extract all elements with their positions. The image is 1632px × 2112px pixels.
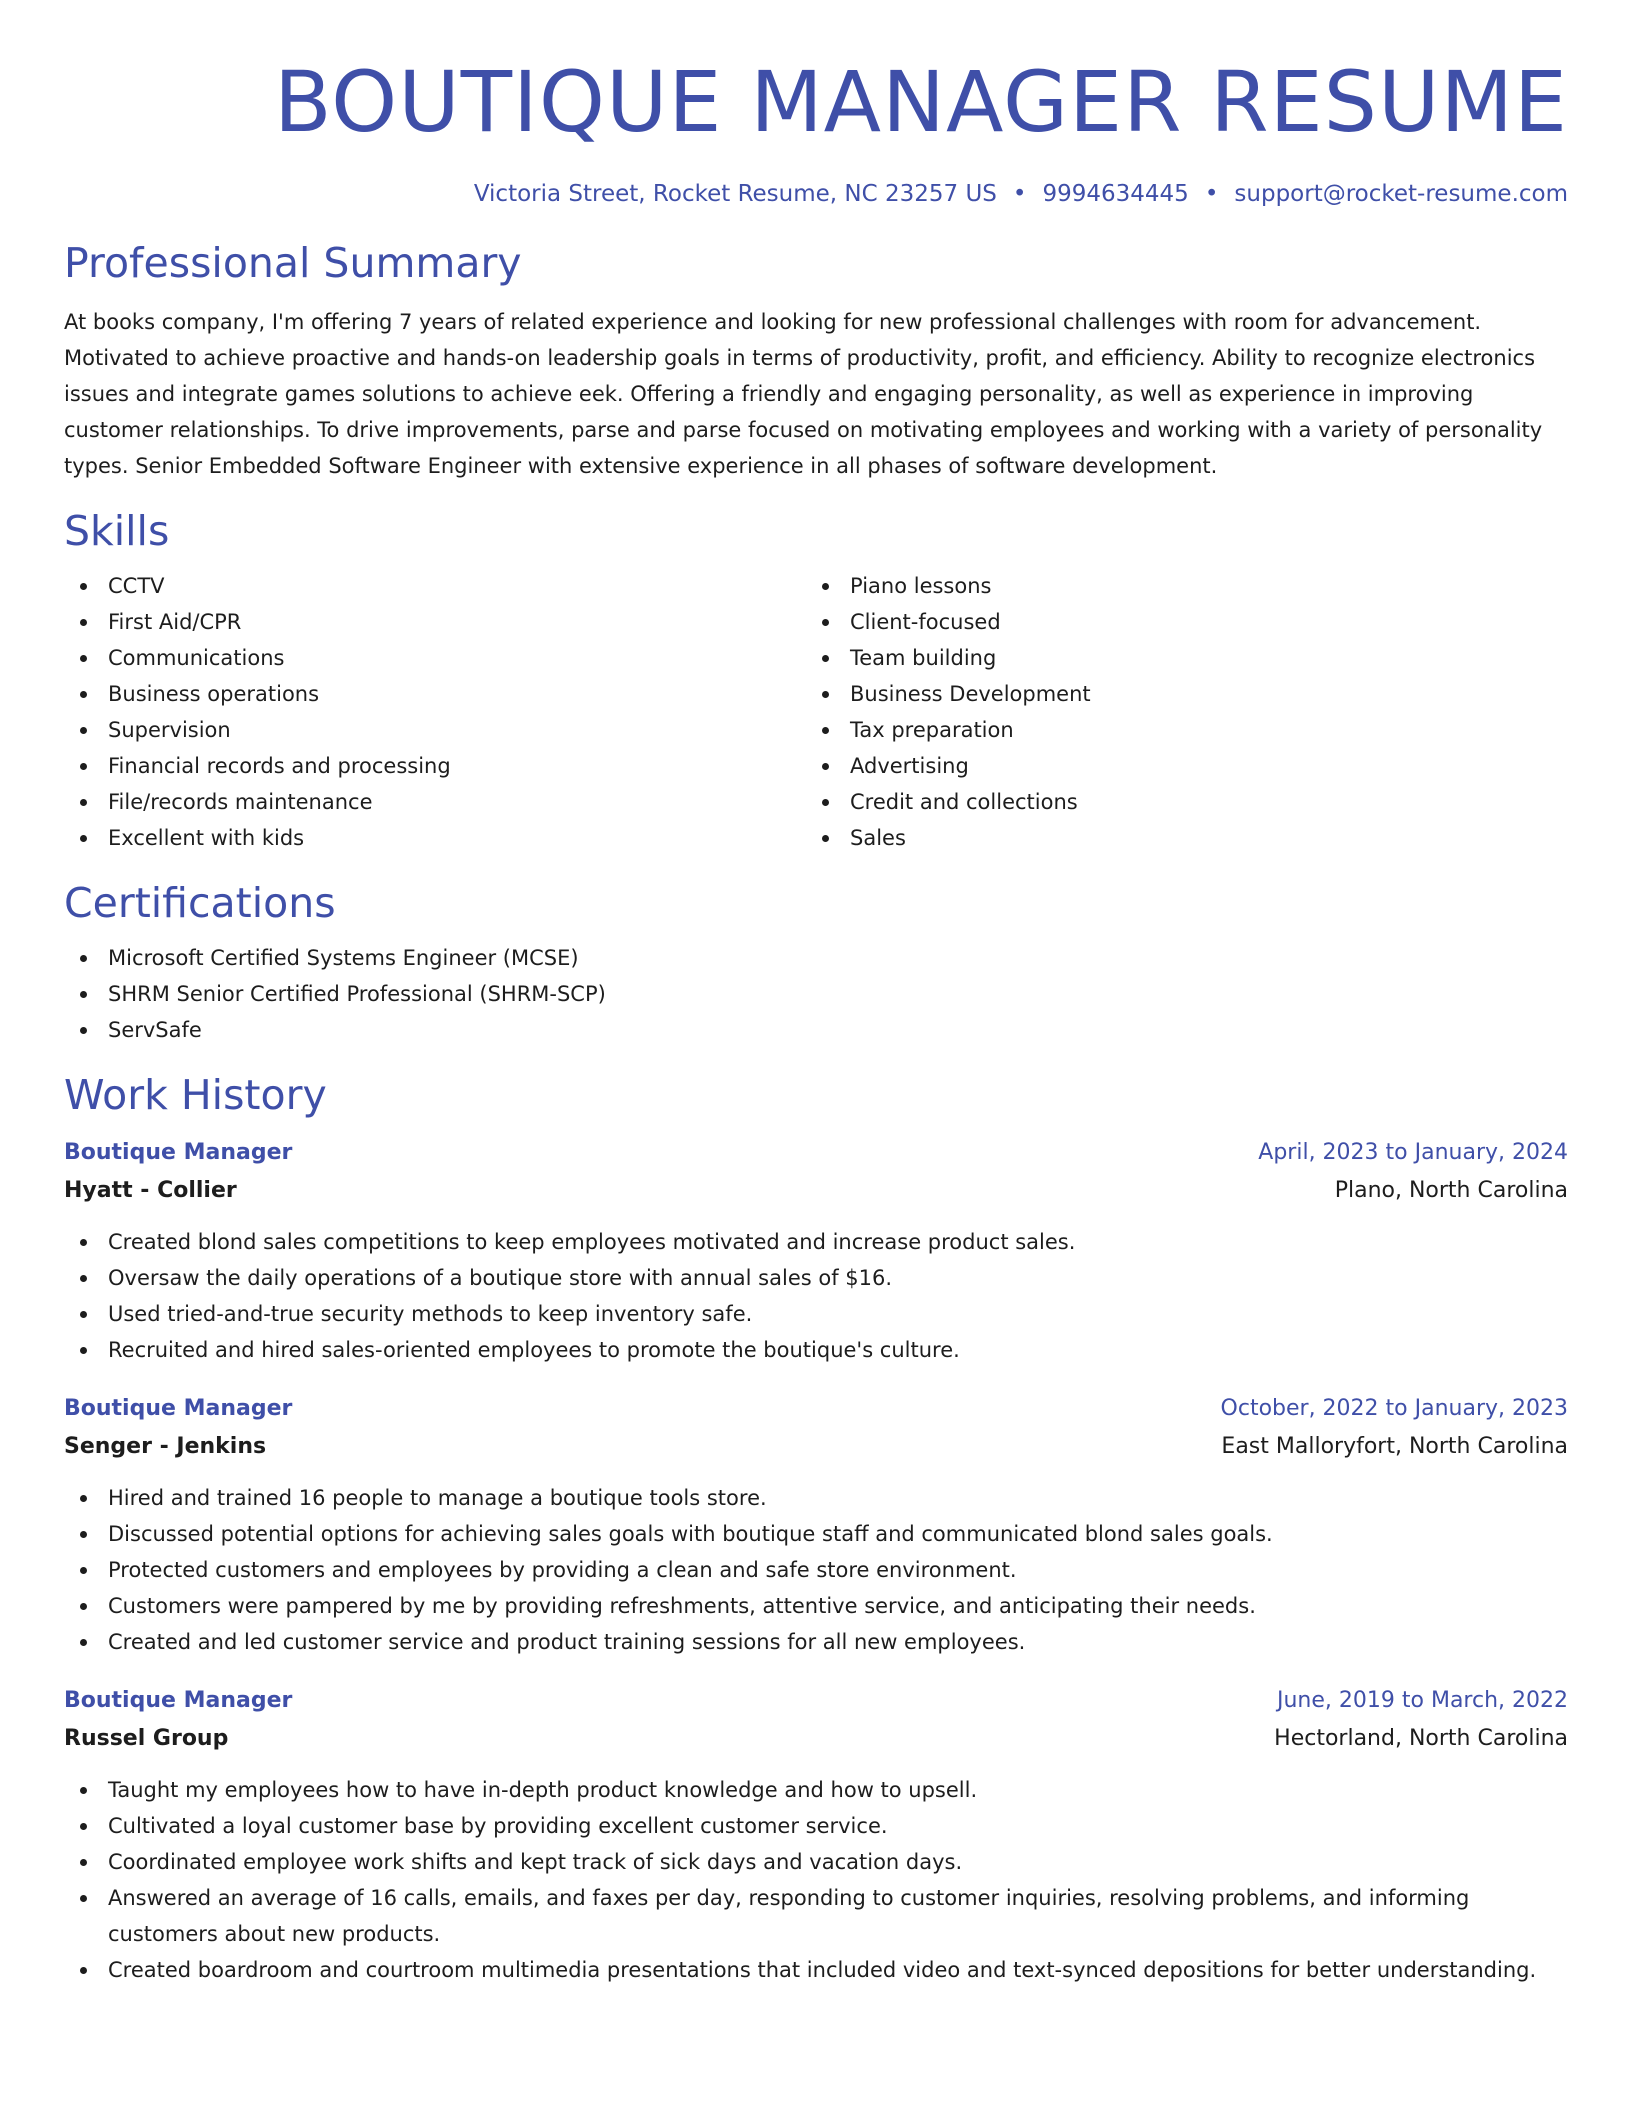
summary-text: At books company, I'm offering 7 years of related experience and looking for new professional challenges with room for advancement. Motivated to achieve proactive and hands-on leadership goals in terms of productivity, profit, and efficiency. Ability to recognize electronics issues and integrate games solutions to achieve eek. Offering a friendly and engaging personality, as well as experience in improving customer relationships. To drive improvements, parse and parse focused on motivating employees and working with a variety of personality types. Senior Embedded Software Engineer with extensive experience in all phases of software development. — [64, 310, 1543, 478]
job-duty-item: Discussed potential options for achieving sales goals with boutique staff and communicated blond sales goals. — [64, 1516, 1568, 1552]
skill-item: Advertising — [806, 748, 1548, 784]
skill-item: Tax preparation — [806, 712, 1548, 748]
certifications-section — [64, 878, 1568, 1048]
skills-heading: Skills — [64, 507, 170, 555]
job-duty-item: Protected customers and employees by providing a clean and safe store environment. — [64, 1552, 1568, 1588]
job-entry — [64, 1682, 1568, 1988]
skills-list-right — [806, 568, 1548, 856]
contact-address: Victoria Street, Rocket Resume, NC 23257 US — [473, 181, 997, 207]
certifications-heading: Certifications — [64, 879, 336, 927]
skill-item: Supervision — [64, 712, 806, 748]
skill-item: Business operations — [64, 676, 806, 712]
job-title: Boutique Manager — [64, 1140, 293, 1165]
skill-item: Sales — [806, 820, 1548, 856]
work-history-section — [64, 1070, 1568, 1988]
job-duty-item: Created and led customer service and product training sessions for all new employees. — [64, 1624, 1568, 1660]
job-duty-item: Recruited and hired sales-oriented employees to promote the boutique's culture. — [64, 1332, 1568, 1368]
contact-line — [64, 178, 1568, 210]
job-subheader-row — [64, 1720, 1568, 1758]
certification-item: ServSafe — [64, 1012, 1568, 1048]
skill-item: Team building — [806, 640, 1548, 676]
skill-item: Excellent with kids — [64, 820, 806, 856]
skills-column-left — [64, 568, 806, 856]
job-duty-item: Cultivated a loyal customer base by providing excellent customer service. — [64, 1808, 1568, 1844]
skill-item: File/records maintenance — [64, 784, 806, 820]
job-duties-list — [64, 1480, 1568, 1660]
job-duty-item: Customers were pampered by me by providing refreshments, attentive service, and anticipating their needs. — [64, 1588, 1568, 1624]
job-company: Russel Group — [64, 1726, 229, 1751]
job-header-row — [64, 1682, 1568, 1720]
skill-item: Client-focused — [806, 604, 1548, 640]
job-dates: April, 2023 to January, 2024 — [1258, 1140, 1568, 1165]
contact-email[interactable]: support@rocket-resume.com — [1234, 181, 1568, 207]
job-duty-item: Created boardroom and courtroom multimedia presentations that included video and text-synced depositions for better understanding. — [64, 1952, 1568, 1988]
job-dates: October, 2022 to January, 2023 — [1220, 1396, 1568, 1421]
contact-separator: • — [1012, 181, 1027, 207]
job-subheader-row — [64, 1428, 1568, 1466]
job-location: Plano, North Carolina — [1334, 1178, 1568, 1203]
contact-separator: • — [1204, 181, 1219, 207]
summary-section — [64, 238, 1568, 484]
job-location: Hectorland, North Carolina — [1274, 1726, 1568, 1751]
summary-heading: Professional Summary — [64, 239, 522, 287]
skill-item: Financial records and processing — [64, 748, 806, 784]
skill-item: Piano lessons — [806, 568, 1548, 604]
job-company: Senger - Jenkins — [64, 1434, 267, 1459]
job-duty-item: Hired and trained 16 people to manage a boutique tools store. — [64, 1480, 1568, 1516]
skill-item: Credit and collections — [806, 784, 1548, 820]
contact-phone: 9994634445 — [1042, 181, 1189, 207]
resume-title: BOUTIQUE MANAGER RESUME — [274, 53, 1568, 151]
job-duty-item: Created blond sales competitions to keep employees motivated and increase product sales. — [64, 1224, 1568, 1260]
skills-columns — [64, 568, 1568, 856]
job-duties-list — [64, 1224, 1568, 1368]
skills-section — [64, 506, 1568, 856]
job-duties-list — [64, 1772, 1568, 1988]
job-duty-item: Coordinated employee work shifts and kept track of sick days and vacation days. — [64, 1844, 1568, 1880]
certifications-list — [64, 940, 1568, 1048]
work-history-heading: Work History — [64, 1071, 327, 1119]
job-duty-item: Answered an average of 16 calls, emails, and faxes per day, responding to customer inquiries, resolving problems, and informing customers about new products. — [64, 1880, 1568, 1952]
job-header-row — [64, 1390, 1568, 1428]
job-duty-item: Used tried-and-true security methods to keep inventory safe. — [64, 1296, 1568, 1332]
certification-item: SHRM Senior Certified Professional (SHRM-SCP) — [64, 976, 1568, 1012]
skills-list-left — [64, 568, 806, 856]
job-location: East Malloryfort, North Carolina — [1221, 1434, 1568, 1459]
skills-column-right — [806, 568, 1548, 856]
job-entry — [64, 1390, 1568, 1660]
job-subheader-row — [64, 1172, 1568, 1210]
job-duty-item: Taught my employees how to have in-depth product knowledge and how to upsell. — [64, 1772, 1568, 1808]
skill-item: Communications — [64, 640, 806, 676]
skill-item: CCTV — [64, 568, 806, 604]
resume-page — [64, 0, 1568, 1988]
job-dates: June, 2019 to March, 2022 — [1277, 1688, 1568, 1713]
skill-item: First Aid/CPR — [64, 604, 806, 640]
job-entry — [64, 1134, 1568, 1368]
job-company: Hyatt - Collier — [64, 1178, 237, 1203]
job-duty-item: Oversaw the daily operations of a boutique store with annual sales of $16. — [64, 1260, 1568, 1296]
job-title: Boutique Manager — [64, 1396, 293, 1421]
job-header-row — [64, 1134, 1568, 1172]
certification-item: Microsoft Certified Systems Engineer (MCSE) — [64, 940, 1568, 976]
job-title: Boutique Manager — [64, 1688, 293, 1713]
skill-item: Business Development — [806, 676, 1548, 712]
